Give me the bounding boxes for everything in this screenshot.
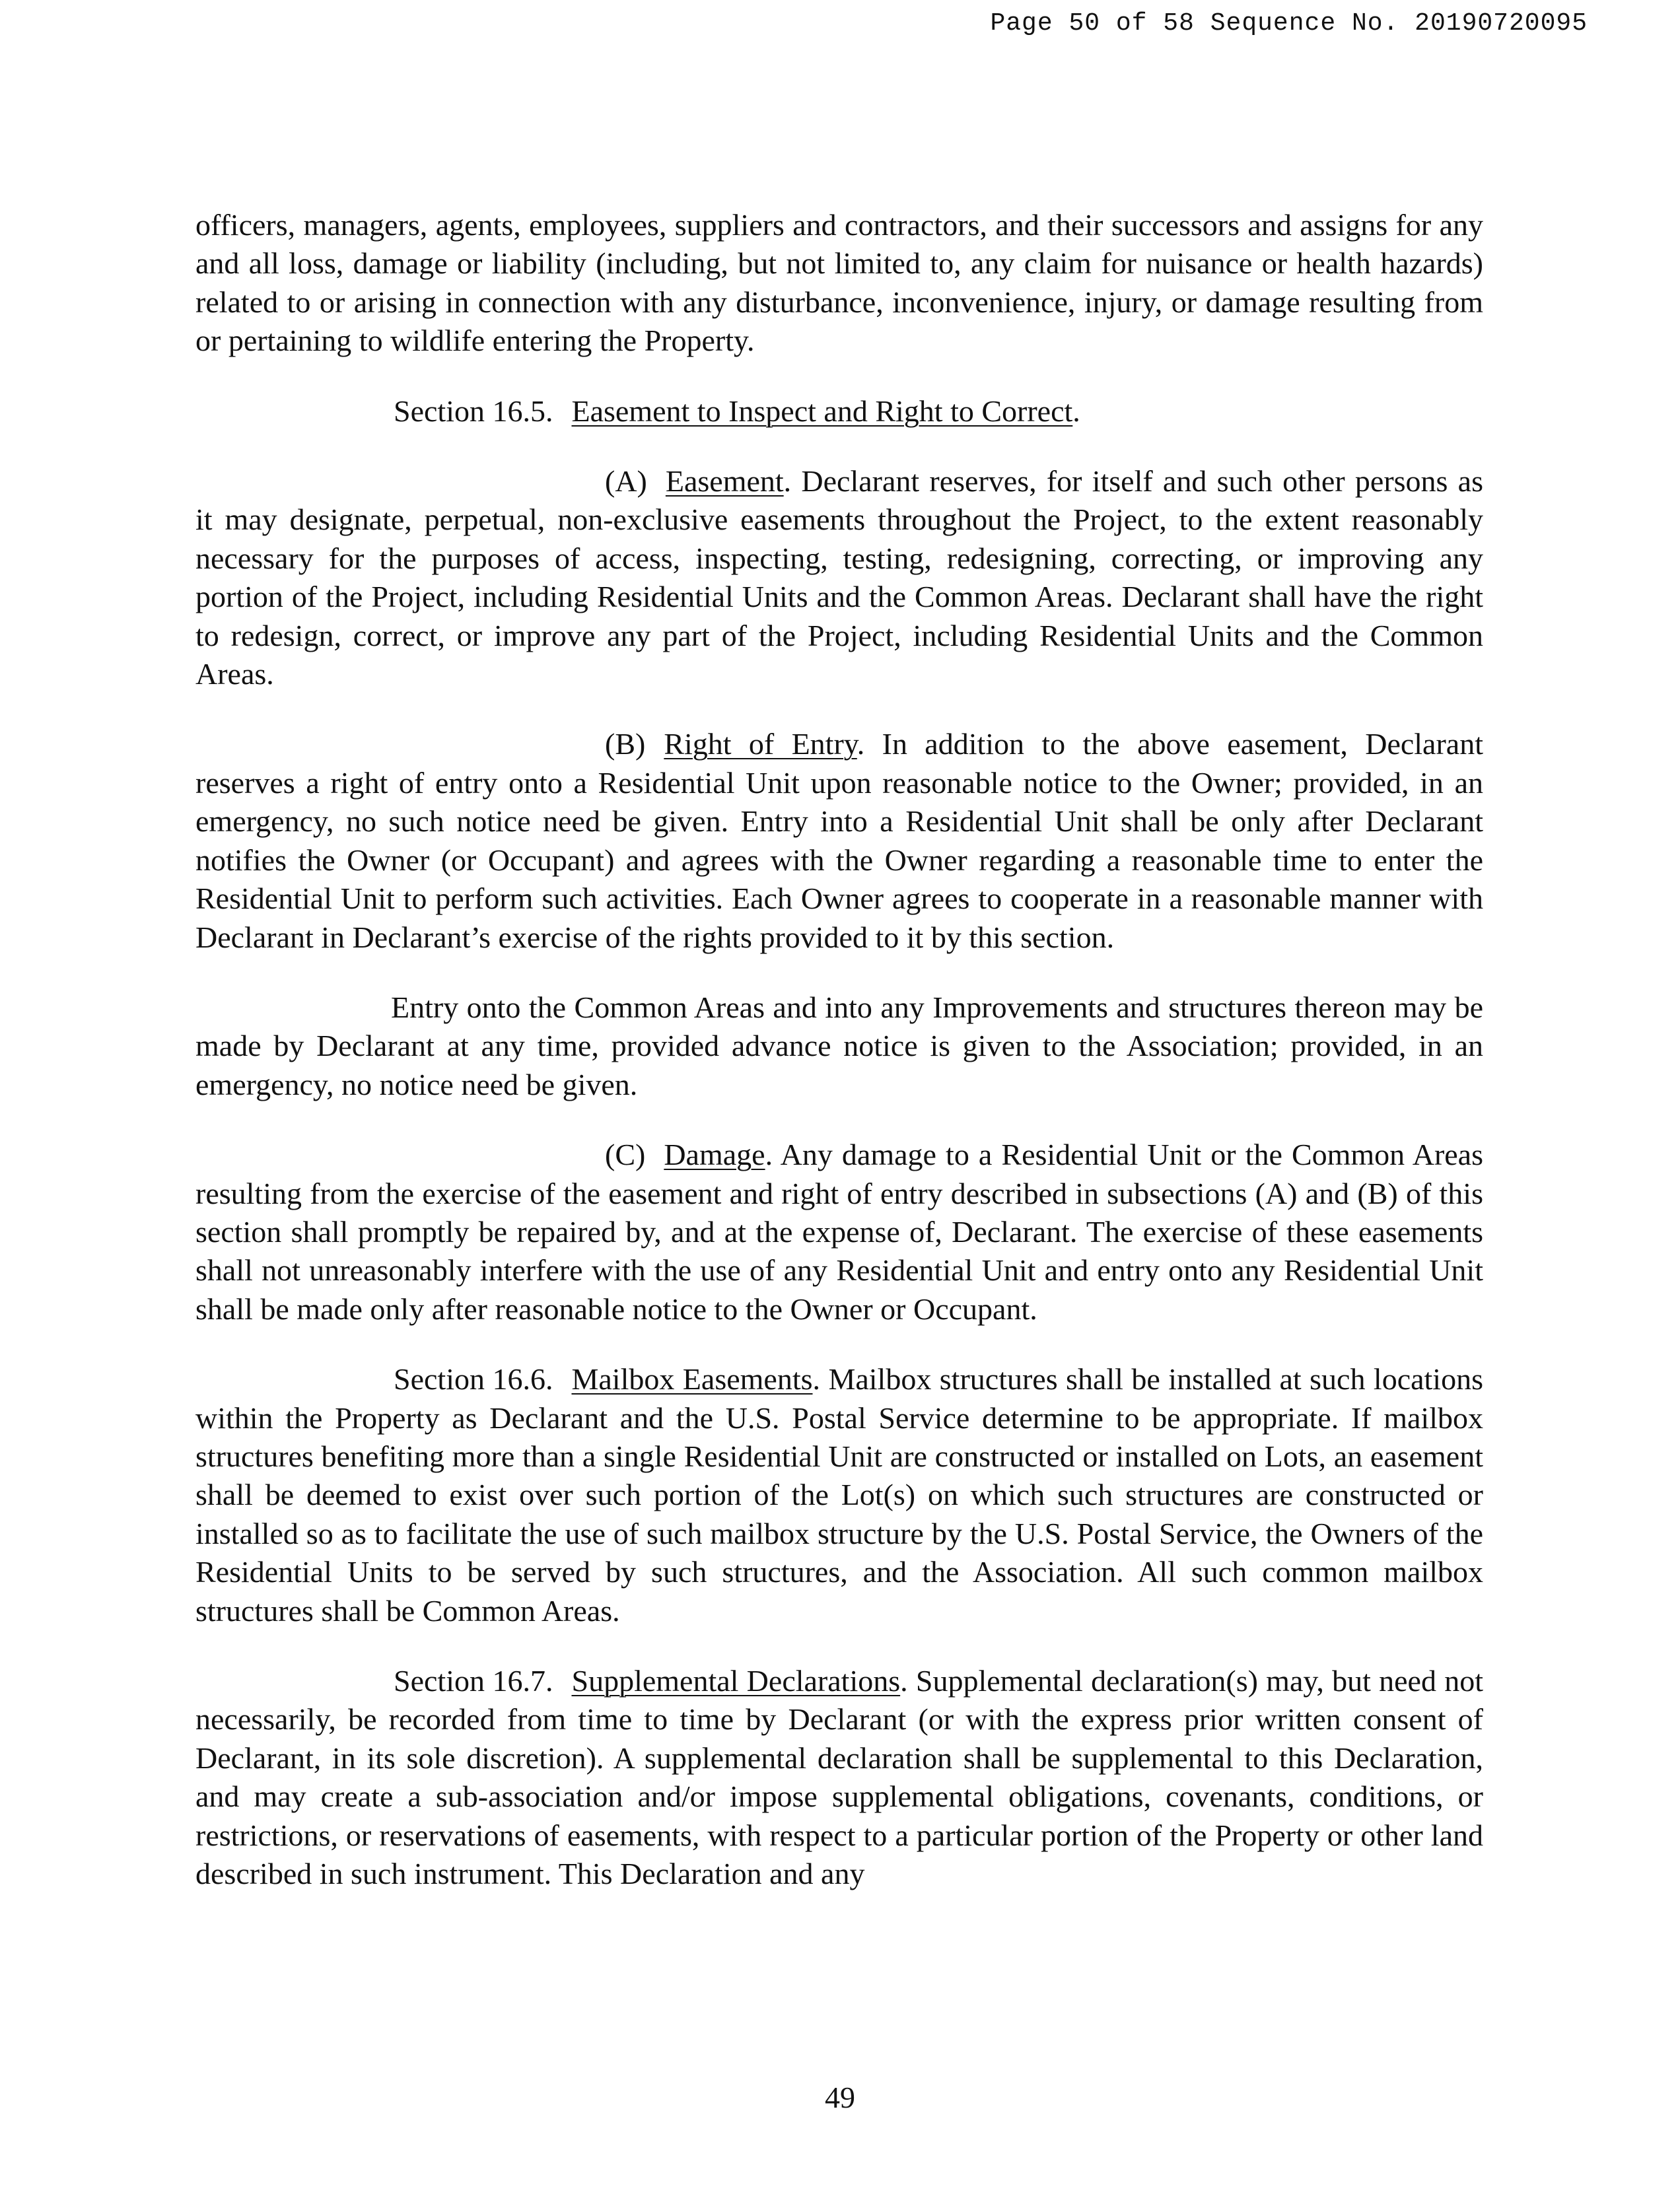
section-title: Supplemental Declarations xyxy=(571,1664,901,1698)
section-title: Mailbox Easements xyxy=(571,1362,813,1397)
page-number: 49 xyxy=(825,2081,855,2114)
subsection-title: Easement xyxy=(665,464,784,499)
subsection-c: (C) Damage. Any damage to a Residential Unit or the Common Areas resulting from the exercise of the easement and right of entry described in subsections (A) and (B) of this section shall promptly be repaired by, and at the expense of, Declarant. The exercise of these easements shall not unreasonably interfere with the use of any Residential Unit and entry onto any Residential Unit shall be made only after reasonable notice to the Owner or Occupant. xyxy=(195,1136,1483,1328)
subsection-title: Right of Entry xyxy=(664,727,857,761)
subsection-label: (C) xyxy=(605,1138,646,1172)
subsection-b: (B) Right of Entry. In addition to the above easement, Declarant reserves a right of entry onto a Residential Unit upon reasonable notice to the Owner; provided, in an emergency, no such notice need be given. Entry into a Residential Unit shall be only after Declarant notifies the Owner (or Occupant) and agrees with the Owner regarding a reasonable time to enter the Residential Unit to perform such activities. Each Owner agrees to cooperate in a reasonable manner with Declarant in Declarant’s exercise of the rights provided to it by this section. xyxy=(195,725,1483,956)
intro-paragraph: officers, managers, agents, employees, suppliers and contractors, and their successors and assigns for any and all loss, damage or liability (including, but not limited to, any claim for nuisance or health hazards) related to or arising in connection with any disturbance, inconvenience, injury, or damage resulting from or pertaining to wildlife entering the Property. xyxy=(195,208,1483,358)
subsection-label: (A) xyxy=(605,464,647,499)
section-16-7: Section 16.7. Supplemental Declarations. Supplemental declaration(s) may, but need not necessarily, be recorded from time to time by Declarant (or with the express prior written consent of Declarant, in its sole discretion). A supplemental declaration shall be supplemental to this Declaration, and may create a sub-association and/or impose supplemental obligations, covenants, conditions, or restrictions, or reservations of easements, with respect to a particular portion of the Property or other land described in such instrument. This Declaration and any xyxy=(195,1662,1483,1893)
page-header: Page 50 of 58 Sequence No. 20190720095 xyxy=(990,9,1588,38)
section-number: Section 16.6. xyxy=(394,1362,553,1397)
section-title: Easement to Inspect and Right to Correct xyxy=(571,394,1073,428)
subsection-a: (A) Easement. Declarant reserves, for itself and such other persons as it may designate, perpetual, non-exclusive easements throughout the Project, to the extent reasonably necessary for the purposes of access, inspecting, testing, redesigning, correcting, or improving any portion of the Project, including Residential Units and the Common Areas. Declarant shall have the right to redesign, correct, or improve any part of the Project, including Residential Units and the Common Areas. xyxy=(195,462,1483,693)
section-number: Section 16.5. xyxy=(394,394,553,428)
document-body xyxy=(195,206,1483,1925)
section-number: Section 16.7. xyxy=(394,1664,553,1698)
subsection-title: Damage xyxy=(664,1138,765,1172)
subsection-label: (B) xyxy=(605,727,646,761)
section-16-6: Section 16.6. Mailbox Easements. Mailbox structures shall be installed at such locations within the Property as Declarant and the U.S. Postal Service determine to be appropriate. If mailbox structures benefiting more than a single Residential Unit are constructed or installed on Lots, an easement shall be deemed to exist over such portion of the Lot(s) on which such structures are constructed or installed so as to facilitate the use of such mailbox structure by the U.S. Postal Service, the Owners of the Residential Units to be served by such structures, and the Association. All such common mailbox structures shall be Common Areas. xyxy=(195,1360,1483,1630)
subsection-b-continuation: Entry onto the Common Areas and into any Improvements and structures thereon may be made by Declarant at any time, provided advance notice is given to the Association; provided, in an emergency, no notice need be given. xyxy=(195,990,1483,1101)
section-16-5-heading: Section 16.5. Easement to Inspect and Right to Correct. xyxy=(195,392,1483,431)
